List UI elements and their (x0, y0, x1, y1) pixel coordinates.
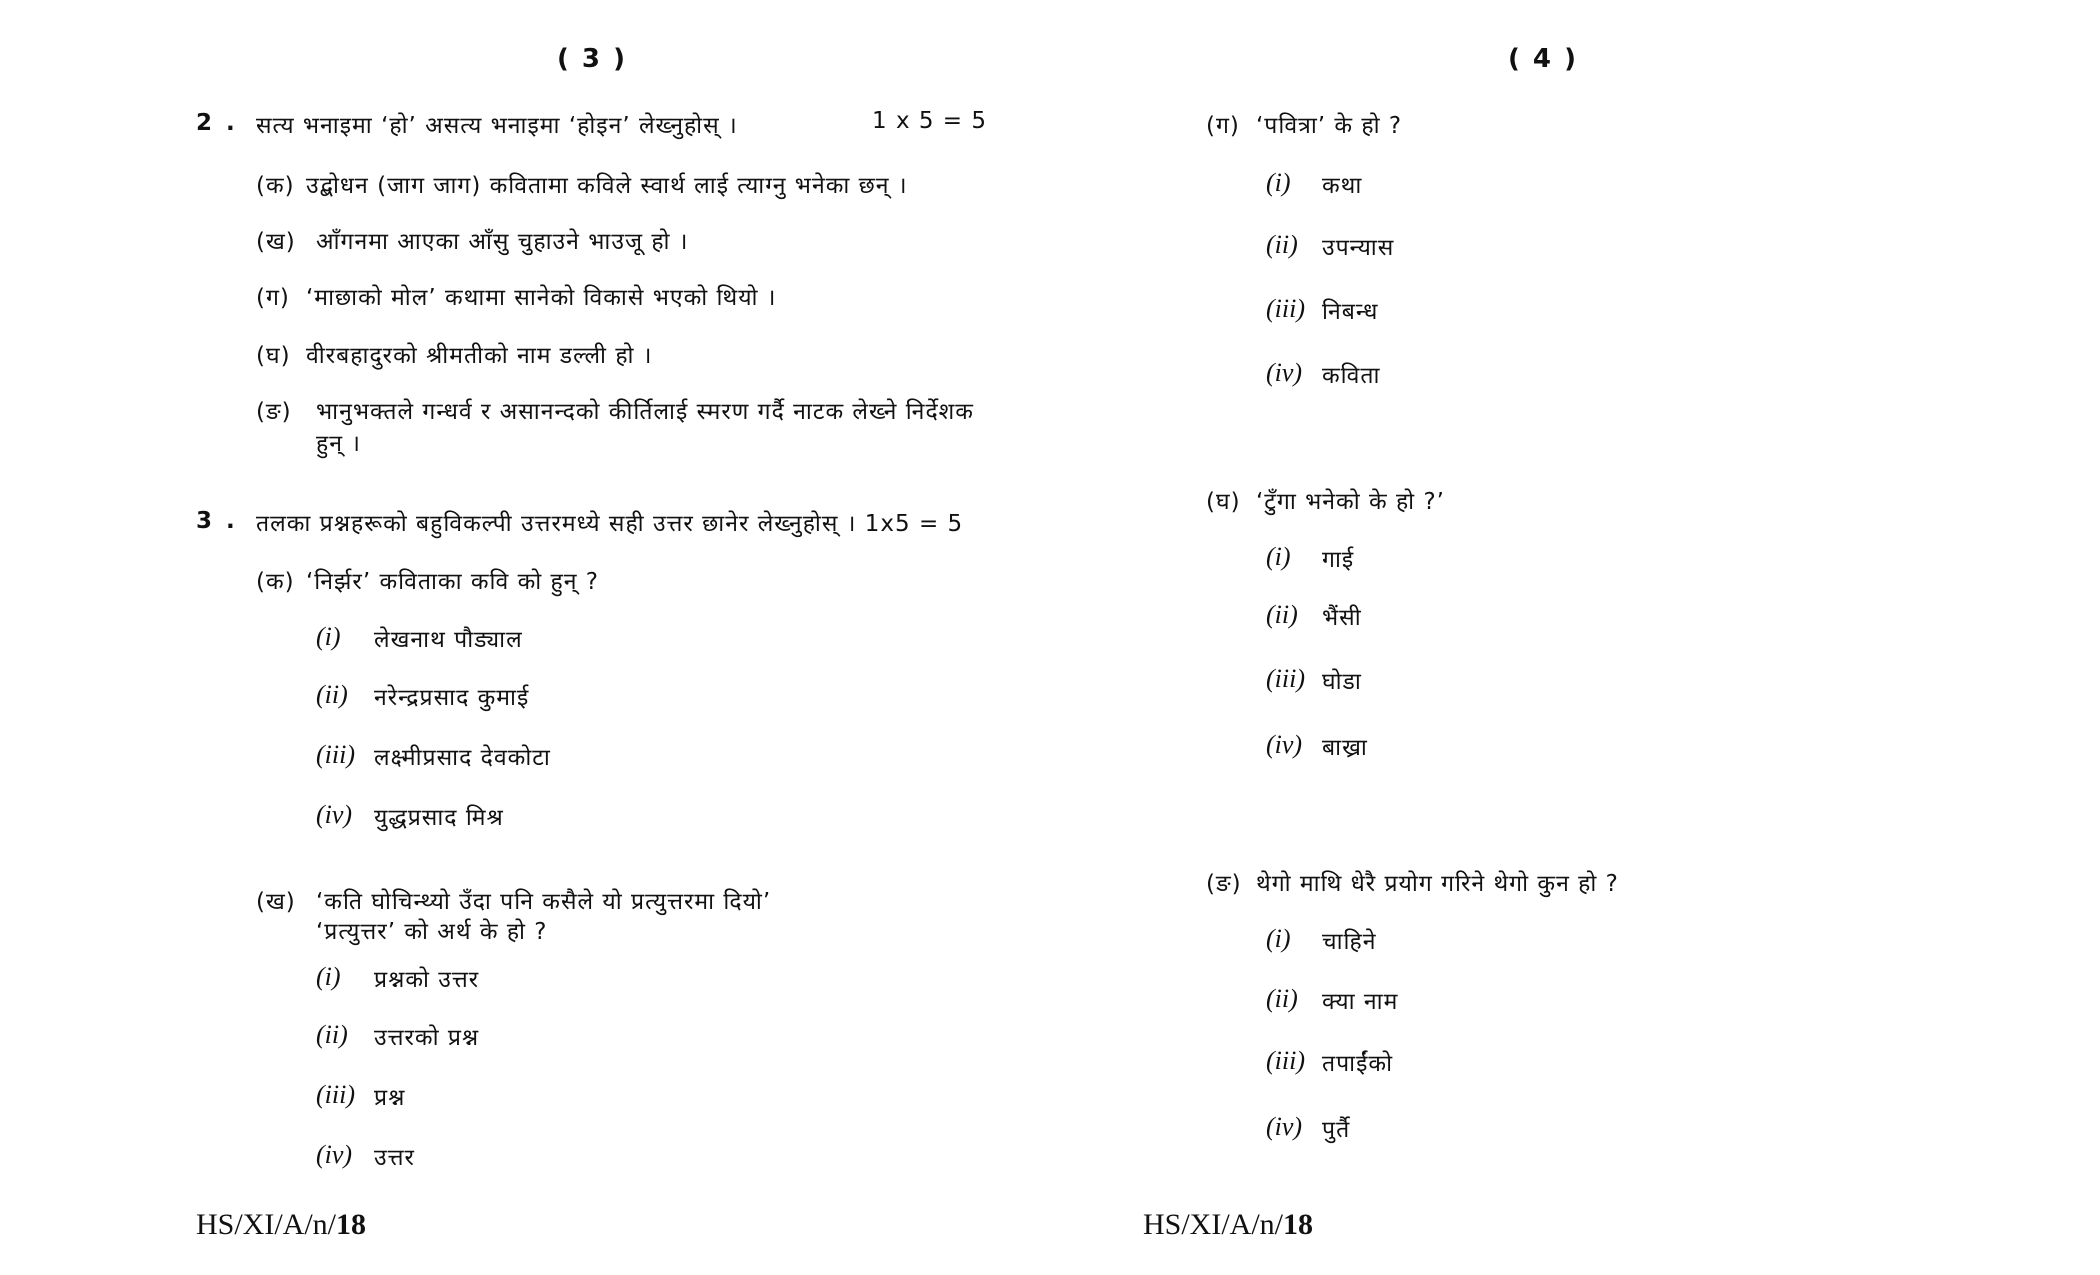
r-gha-option-roman: (iii) (1266, 664, 1305, 693)
r-nga-option-roman: (iv) (1266, 1112, 1303, 1141)
q3-kha-option-roman: (i) (316, 962, 341, 991)
r-gha-label: (घ) (1206, 489, 1241, 515)
q2-item-kha-text: आँगनमा आएका आँसु चुहाउने भाउजू हो । (316, 229, 689, 255)
question-2-marks: 1 x 5 = 5 (872, 108, 988, 134)
q2-item-nga-text-cont: हुन् । (316, 431, 362, 457)
q2-item-gha-text: वीरबहादुरको श्रीमतीको नाम डल्ली हो । (306, 343, 653, 369)
r-nga-option-text: पुर्तै (1322, 1117, 1351, 1143)
footer-year: 18 (1283, 1208, 1314, 1241)
footer-left (196, 1208, 366, 1242)
r-ga-option-roman: (i) (1266, 168, 1291, 197)
page-number-right: ( 4 ) (1508, 44, 1578, 74)
r-nga-option-roman: (iii) (1266, 1046, 1305, 1075)
r-ga-option-text: उपन्यास (1322, 235, 1395, 261)
q2-item-kha-label: (ख) (256, 229, 296, 255)
r-gha-option-roman: (i) (1266, 542, 1291, 571)
q3-kha-option-text: उत्तर (374, 1145, 415, 1171)
r-gha-option-text: बाख्रा (1322, 735, 1368, 761)
r-gha-option-roman: (ii) (1266, 600, 1298, 629)
q2-item-nga-label: (ङ) (256, 399, 292, 425)
r-gha-option-roman: (iv) (1266, 730, 1303, 759)
r-ga-option-roman: (iii) (1266, 294, 1305, 323)
q2-item-gha-label: (घ) (256, 343, 291, 369)
q2-item-ka-label: (क) (256, 173, 295, 199)
r-nga-option-text: चाहिने (1322, 929, 1377, 955)
q2-item-nga-text: भानुभक्तले गन्धर्व र असानन्दको कीर्तिलाई स्मरण गर्दै नाटक लेख्ने निर्देशक (316, 399, 974, 425)
q3-ka-option-roman: (ii) (316, 680, 348, 709)
q3-ka-option-text: लक्ष्मीप्रसाद देवकोटा (374, 745, 551, 771)
q3-kha-label: (ख) (256, 889, 296, 915)
question-3-number: 3 . (196, 508, 238, 534)
r-ga-option-text: निबन्ध (1322, 299, 1379, 325)
q3-kha-question-line1: ‘कति घोचिन्थ्यो उँदा पनि कसैले यो प्रत्युत्तरमा दियो’ (316, 889, 772, 915)
footer-code: HS/XI/A/n/ (196, 1208, 337, 1241)
footer-year: 18 (336, 1208, 367, 1241)
q3-ka-option-text: नरेन्द्रप्रसाद कुमाई (374, 685, 530, 711)
question-3-instruction: तलका प्रश्नहरूको बहुविकल्पी उत्तरमध्ये सही उत्तर छानेर लेख्नुहोस् । 1x5 = 5 (256, 511, 964, 537)
q3-kha-option-text: प्रश्नको उत्तर (374, 967, 480, 993)
q3-kha-option-roman: (iii) (316, 1080, 355, 1109)
r-gha-option-text: गाई (1322, 547, 1355, 573)
q2-item-ka-text: उद्बोधन (जाग जाग) कवितामा कविले स्वार्थ लाई त्याग्नु भनेका छन् । (306, 173, 908, 199)
r-gha-question: ‘टुँगा भनेको के हो ?’ (1256, 489, 1445, 515)
footer-code: HS/XI/A/n/ (1143, 1208, 1284, 1241)
q3-ka-option-text: युद्धप्रसाद मिश्र (374, 805, 504, 831)
r-gha-option-text: भैंसी (1322, 605, 1362, 631)
q3-ka-label: (क) (256, 569, 295, 595)
q3-kha-option-text: प्रश्न (374, 1085, 406, 1111)
q3-kha-question-line2: ‘प्रत्युत्तर’ को अर्थ के हो ? (316, 919, 548, 945)
q3-kha-option-roman: (ii) (316, 1020, 348, 1049)
question-2-number: 2 . (196, 110, 238, 136)
q2-item-ga-label: (ग) (256, 285, 290, 311)
r-nga-question: थेगो माथि धेरै प्रयोग गरिने थेगो कुन हो ? (1256, 871, 1619, 897)
r-ga-label: (ग) (1206, 113, 1240, 139)
q3-ka-option-roman: (iv) (316, 800, 353, 829)
r-ga-option-text: कथा (1322, 173, 1363, 199)
page-number-left: ( 3 ) (557, 44, 627, 74)
question-2-instruction: सत्य भनाइमा ‘हो’ असत्य भनाइमा ‘होइन’ लेख्नुहोस् । (256, 113, 738, 139)
r-gha-option-text: घोडा (1322, 669, 1362, 695)
r-nga-option-text: क्या नाम (1322, 989, 1399, 1015)
r-nga-option-text: तपाईंको (1322, 1051, 1394, 1077)
r-ga-option-roman: (iv) (1266, 358, 1303, 387)
r-ga-option-text: कविता (1322, 363, 1381, 389)
q3-ka-option-roman: (iii) (316, 740, 355, 769)
q3-ka-option-text: लेखनाथ पौड्याल (374, 627, 523, 653)
r-ga-option-roman: (ii) (1266, 230, 1298, 259)
r-ga-question: ‘पवित्रा’ के हो ? (1256, 113, 1403, 139)
q2-item-ga-text: ‘माछाको मोल’ कथामा सानेको विकासे भएको थियो । (306, 285, 777, 311)
r-nga-label: (ङ) (1206, 871, 1242, 897)
footer-right (1143, 1208, 1313, 1242)
q3-ka-option-roman: (i) (316, 622, 341, 651)
q3-ka-question: ‘निर्झर’ कविताका कवि को हुन् ? (306, 569, 600, 595)
r-nga-option-roman: (i) (1266, 924, 1291, 953)
q3-kha-option-roman: (iv) (316, 1140, 353, 1169)
q3-kha-option-text: उत्तरको प्रश्न (374, 1025, 480, 1051)
r-nga-option-roman: (ii) (1266, 984, 1298, 1013)
